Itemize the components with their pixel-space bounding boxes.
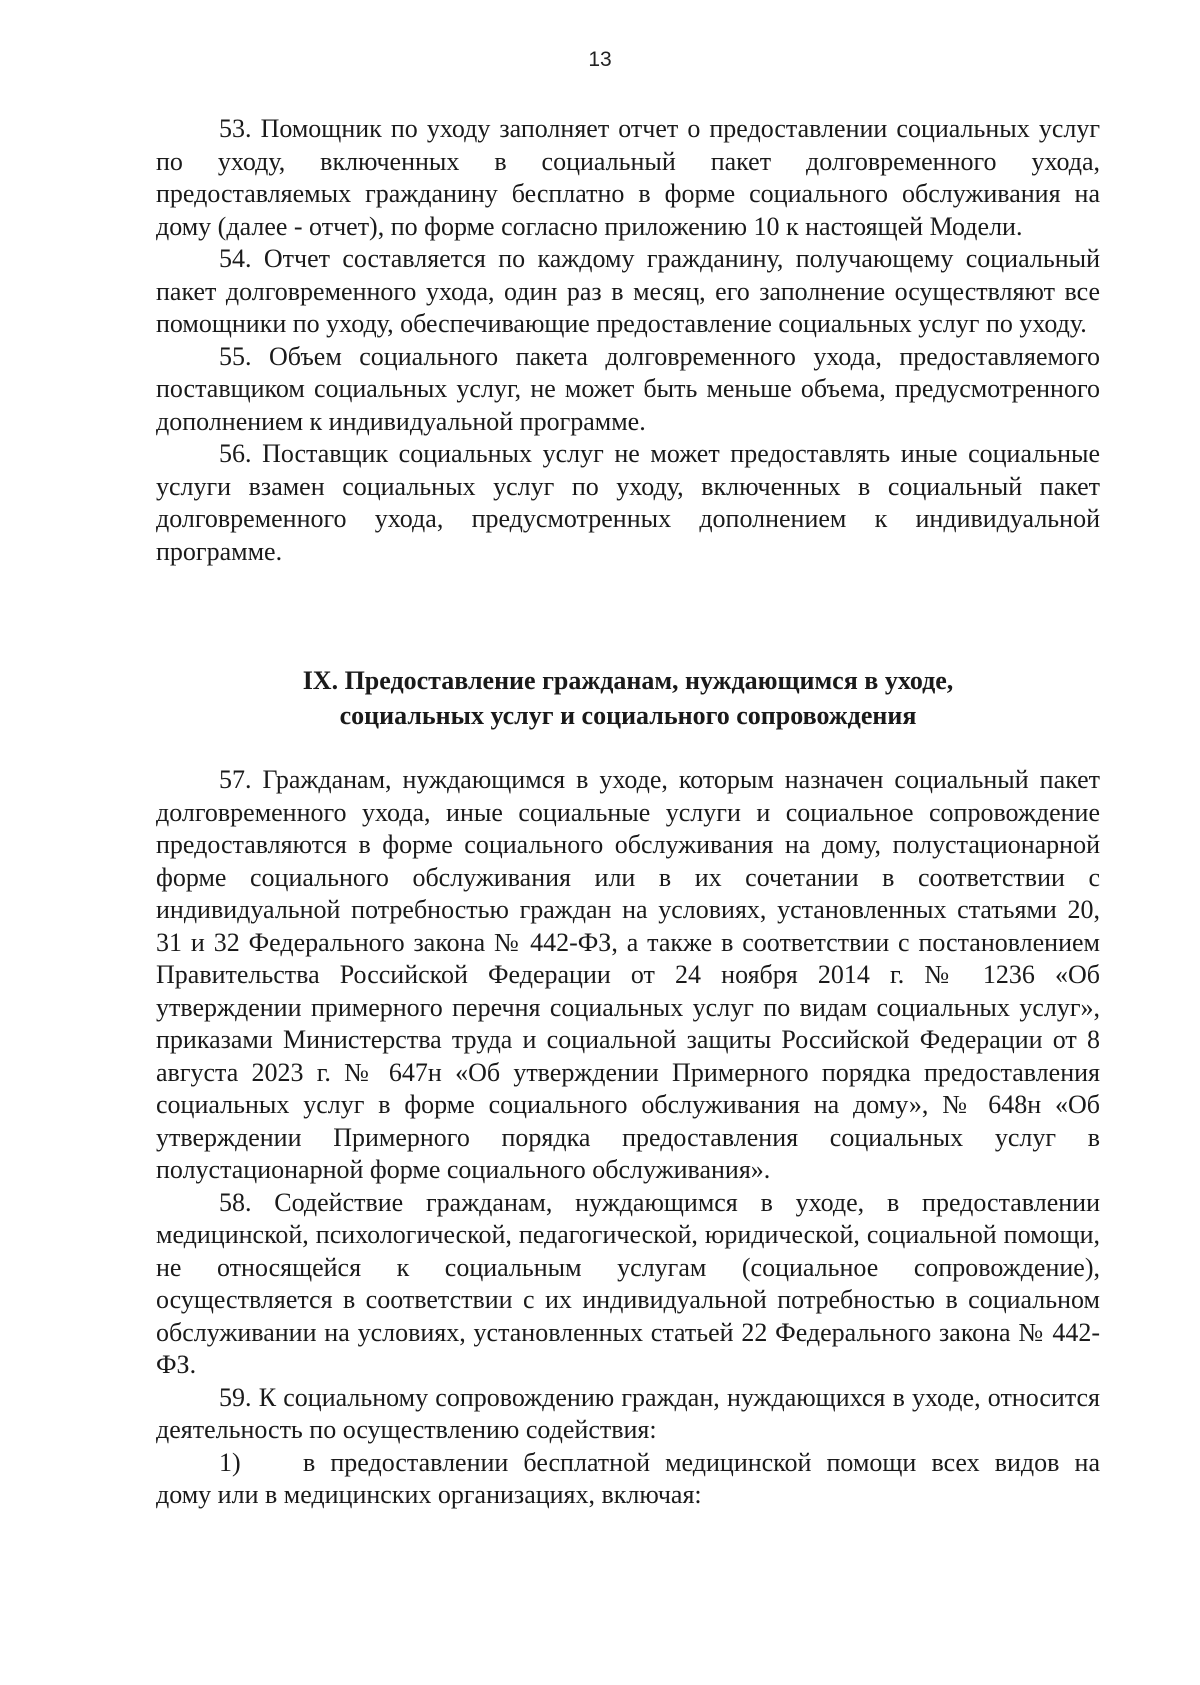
paragraphs-before-section	[156, 113, 1100, 568]
paragraph-56: 56. Поставщик социальных услуг не может предоставлять иные социальные услуги взамен социальных услуг по уходу, включенных в социальный пакет долговременного ухода, предусмотренных дополнением к индивидуальной программе.	[156, 439, 1100, 566]
section-heading	[156, 663, 1100, 733]
list-item-number: 1)	[219, 1447, 241, 1477]
list-item-text: в предоставлении бесплатной медицинской помощи всех видов на дому или в медицинских организациях, включая:	[156, 1447, 1100, 1509]
paragraph-57: 57. Гражданам, нуждающимся в уходе, которым назначен социальный пакет долговременного ухода, иные социальные услуги и социальное сопровождение предоставляются в форме социального обслуживания на дому, полустационарной форме социального обслуживания или в их сочетании в соответствии с индивидуальной потребностью граждан на условиях, установленных статьями 20, 31 и 32 Федерального закона № 442-ФЗ, а также в соответствии с постановлением Правительства Российской Федерации от 24 ноября 2014 г. № 1236 «Об утверждении примерного перечня социальных услуг по видам социальных услуг», приказами Министерства труда и социальной защиты Российской Федерации от 8 августа 2023 г. № 647н «Об утверждении Примерного порядка предоставления социальных услуг в форме социального обслуживания на дому», № 648н «Об утверждении Примерного порядка предоставления социальных услуг в полустационарной форме социального обслуживания».	[156, 765, 1100, 1184]
paragraphs-after-section	[156, 764, 1100, 1512]
page-number: 13	[588, 48, 612, 71]
section-heading-line-1: IX. Предоставление гражданам, нуждающимся в уходе,	[302, 666, 954, 695]
section-heading-line-2: социальных услуг и социального сопровождения	[339, 701, 917, 730]
paragraph-59: 59. К социальному сопровождению граждан, нуждающихся в уходе, относится деятельность по осуществлению содействия:	[156, 1382, 1100, 1444]
paragraph-55: 55. Объем социального пакета долговременного ухода, предоставляемого поставщиком социальных услуг, не может быть меньше объема, предусмотренного дополнением к индивидуальной программе.	[156, 341, 1100, 436]
paragraph-54: 54. Отчет составляется по каждому гражданину, получающему социальный пакет долговременного ухода, один раз в месяц, его заполнение осуществляют все помощники по уходу, обеспечивающие предоставление социальных услуг по уходу.	[156, 244, 1100, 338]
paragraph-53: 53. Помощник по уходу заполняет отчет о предоставлении социальных услуг по уходу, включенных в социальный пакет долговременного ухода, предоставляемых гражданину бесплатно в форме социального обслуживания на дому (далее - отчет), по форме согласно приложению 10 к настоящей Модели.	[156, 114, 1100, 241]
paragraph-58: 58. Содействие гражданам, нуждающимся в уходе, в предоставлении медицинской, психологической, педагогической, юридической, социальной помощи, не относящейся к социальным услугам (социальное сопровождение), осуществляется в соответствии с их индивидуальной потребностью в социальном обслуживании на условиях, установленных статьей 22 Федерального закона № 442-ФЗ.	[156, 1187, 1100, 1379]
list-item-1	[156, 1447, 1100, 1512]
